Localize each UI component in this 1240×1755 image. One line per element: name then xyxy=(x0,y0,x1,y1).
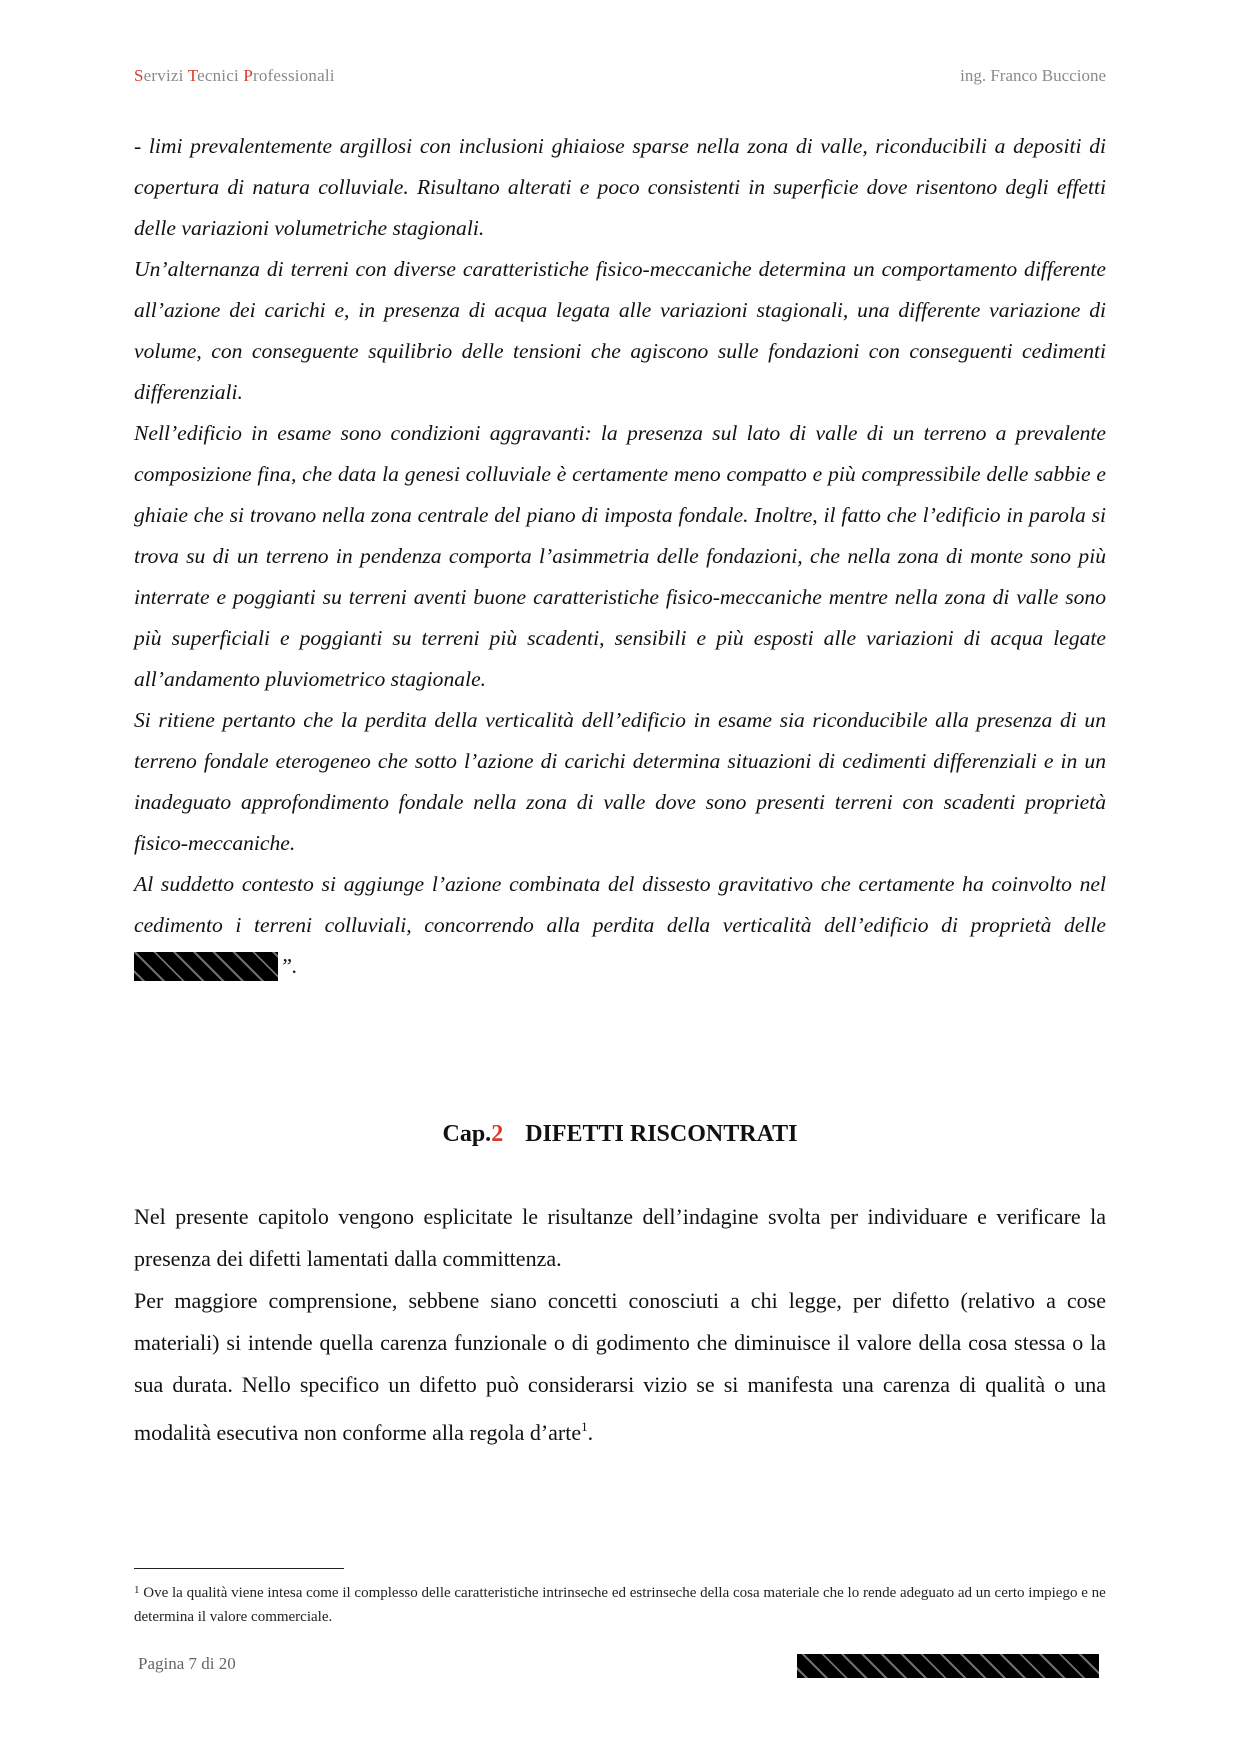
footnote-ref[interactable]: 1 xyxy=(581,1419,588,1434)
geology-description xyxy=(134,126,1106,987)
header-initial-t: T xyxy=(187,66,198,85)
paragraph-last xyxy=(134,864,1106,987)
paragraph: - limi prevalentemente argillosi con inclusioni ghiaiose sparse nella zona di valle, riconducibili a depositi di copertura di natura colluviale. Risultano alterati e poco consistenti in superficie dove risentono degli effetti delle variazioni volumetriche stagionali. xyxy=(134,134,1106,240)
page-number: Pagina 7 di 20 xyxy=(138,1654,236,1673)
footnote-mark: 1 xyxy=(134,1584,140,1596)
header-initial-p: P xyxy=(243,66,253,85)
chapter-prefix: Cap. xyxy=(442,1121,492,1147)
paragraph-text: Per maggiore comprensione, sebbene siano concetti conosciuti a chi legge, per difetto (relativo a cose materiali) si intende quella carenza funzionale o di godimento che diminuisce il valore della cosa stessa o la sua durata. Nello specifico un difetto può considerarsi vizio se si manifesta una carenza di qualità o una modalità esecutiva non conforme alla regola d’arte xyxy=(134,1288,1106,1445)
footer-redaction-block xyxy=(797,1654,1099,1678)
paragraph: Nel presente capitolo vengono esplicitate le risultanze dell’indagine svolta per individuare e verificare la presenza dei difetti lamentati dalla committenza. xyxy=(134,1204,1106,1271)
paragraph: Un’alternanza di terreni con diverse caratteristiche fisico-meccaniche determina un comportamento differente all’azione dei carichi e, in presenza di acqua legata alle variazioni stagionali, una differente variazione di volume, con conseguente squilibrio delle tensioni che agiscono sulle fondazioni con conseguenti cedimenti differenziali. xyxy=(134,257,1106,404)
header-word-rest: ervizi xyxy=(143,66,188,85)
chapter-heading xyxy=(134,1121,1106,1148)
header-firm-name xyxy=(134,66,335,86)
paragraph-tail: . xyxy=(587,1420,594,1445)
paragraph: Nell’edificio in esame sono condizioni aggravanti: la presenza sul lato di valle di un terreno a prevalente composizione fina, che data la genesi colluviale è certamente meno compatto e più compressibile delle sabbie e ghiaie che si trovano nella zona centrale del piano di imposta fondale. Inoltre, il fatto che l’edificio in parola si trova su di un terreno in pendenza comporta l’asimmetria delle fondazioni, che nella zona di monte sono più interrate e poggianti su terreni aventi buone caratteristiche fisico-meccaniche mentre nella zona di valle sono più superficiali e poggianti su terreni più scadenti, sensibili e più esposti alle variazioni di acqua legate all’andamento pluviometrico stagionale. xyxy=(134,421,1106,691)
footnote-text: Ove la qualità viene intesa come il complesso delle caratteristiche intrinseche ed estrinseche della cosa materiale che lo rende adeguato ad un certo impiego e ne determina il valore commerciale. xyxy=(134,1585,1106,1625)
paragraph: Si ritiene pertanto che la perdita della verticalità dell’edificio in esame sia riconducibile alla presenza di un terreno fondale eterogeneo che sotto l’azione di carichi determina situazioni di cedimenti differenziali e in un inadeguato approfondimento fondale nella zona di valle dove sono presenti terreni con scadenti proprietà fisico-meccaniche. xyxy=(134,708,1106,855)
chapter-number: 2 xyxy=(491,1121,504,1147)
footnote-separator xyxy=(134,1568,344,1569)
header-word-rest: rofessionali xyxy=(253,66,335,85)
header-word-rest: ecnici xyxy=(197,66,244,85)
header-initial-s: S xyxy=(134,66,144,85)
chapter-title: DIFETTI RISCONTRATI xyxy=(525,1121,798,1147)
redaction-block xyxy=(134,952,278,981)
paragraph-with-footnote xyxy=(134,1280,1106,1454)
paragraph-text: Al suddetto contesto si aggiunge l’azione combinata del dissesto gravitativo che certamente ha coinvolto nel cedimento i terreni colluviali, concorrendo alla perdita della verticalità dell’edificio di proprietà delle xyxy=(134,872,1106,937)
chapter-body xyxy=(134,1196,1106,1454)
footnote xyxy=(134,1578,1106,1629)
paragraph-tail: ”. xyxy=(280,954,298,978)
header-author: ing. Franco Buccione xyxy=(960,66,1106,85)
page-header xyxy=(134,66,1106,94)
